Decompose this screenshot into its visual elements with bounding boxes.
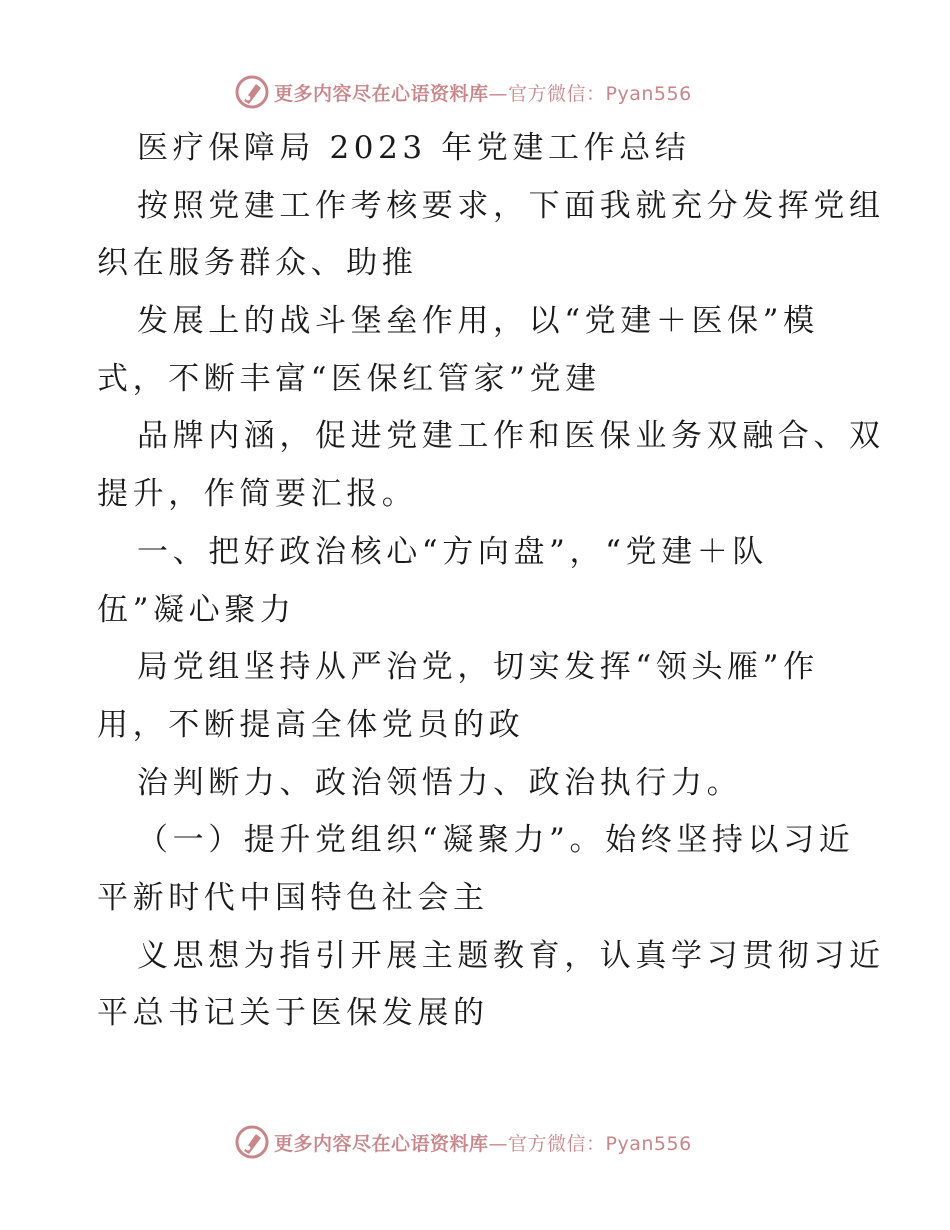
paragraph-line: 提升，作简要汇报。	[97, 476, 418, 513]
paragraph-line: 品牌内涵，促进党建工作和医保业务双融合、双	[137, 418, 885, 455]
paragraph-line: 织在服务群众、助推	[97, 245, 418, 282]
pen-circle-logo-icon	[234, 1124, 270, 1160]
header-watermark	[234, 72, 734, 112]
pen-circle-logo-icon	[234, 74, 270, 110]
footer-watermark	[234, 1122, 734, 1162]
section-heading: 伍”凝心聚力	[97, 591, 296, 628]
watermark-contact: —官方微信：Pyan556	[488, 1132, 692, 1155]
section-heading: 一、把好政治核心“方向盘”，“党建＋队	[137, 533, 768, 570]
watermark-contact: —官方微信：Pyan556	[488, 82, 692, 105]
paragraph-line: 式，不断丰富“医保红管家”党建	[97, 360, 601, 397]
paragraph-line: 平新时代中国特色社会主	[97, 879, 489, 916]
paragraph-line: 平总书记关于医保发展的	[97, 995, 489, 1032]
document-body	[97, 120, 885, 1043]
paragraph-line: 发展上的战斗堡垒作用，以“党建＋医保”模	[137, 303, 819, 340]
watermark-brand: 更多内容尽在心语资料库	[274, 1132, 489, 1155]
document-title: 医疗保障局 2023 年党建工作总结	[137, 130, 691, 166]
paragraph-line: 用，不断提高全体党员的政	[97, 706, 525, 743]
watermark-brand: 更多内容尽在心语资料库	[274, 82, 489, 105]
paragraph-line: 治判断力、政治领悟力、政治执行力。	[137, 764, 743, 801]
paragraph-line: 义思想为指引开展主题教育，认真学习贯彻习近	[137, 937, 885, 974]
paragraph-line: 局党组坚持从严治党，切实发挥“领头雁”作	[137, 649, 819, 686]
paragraph-line: 按照党建工作考核要求，下面我就充分发挥党组	[137, 187, 885, 224]
subsection-line: （一）提升党组织“凝聚力”。始终坚持以习近	[137, 822, 855, 859]
